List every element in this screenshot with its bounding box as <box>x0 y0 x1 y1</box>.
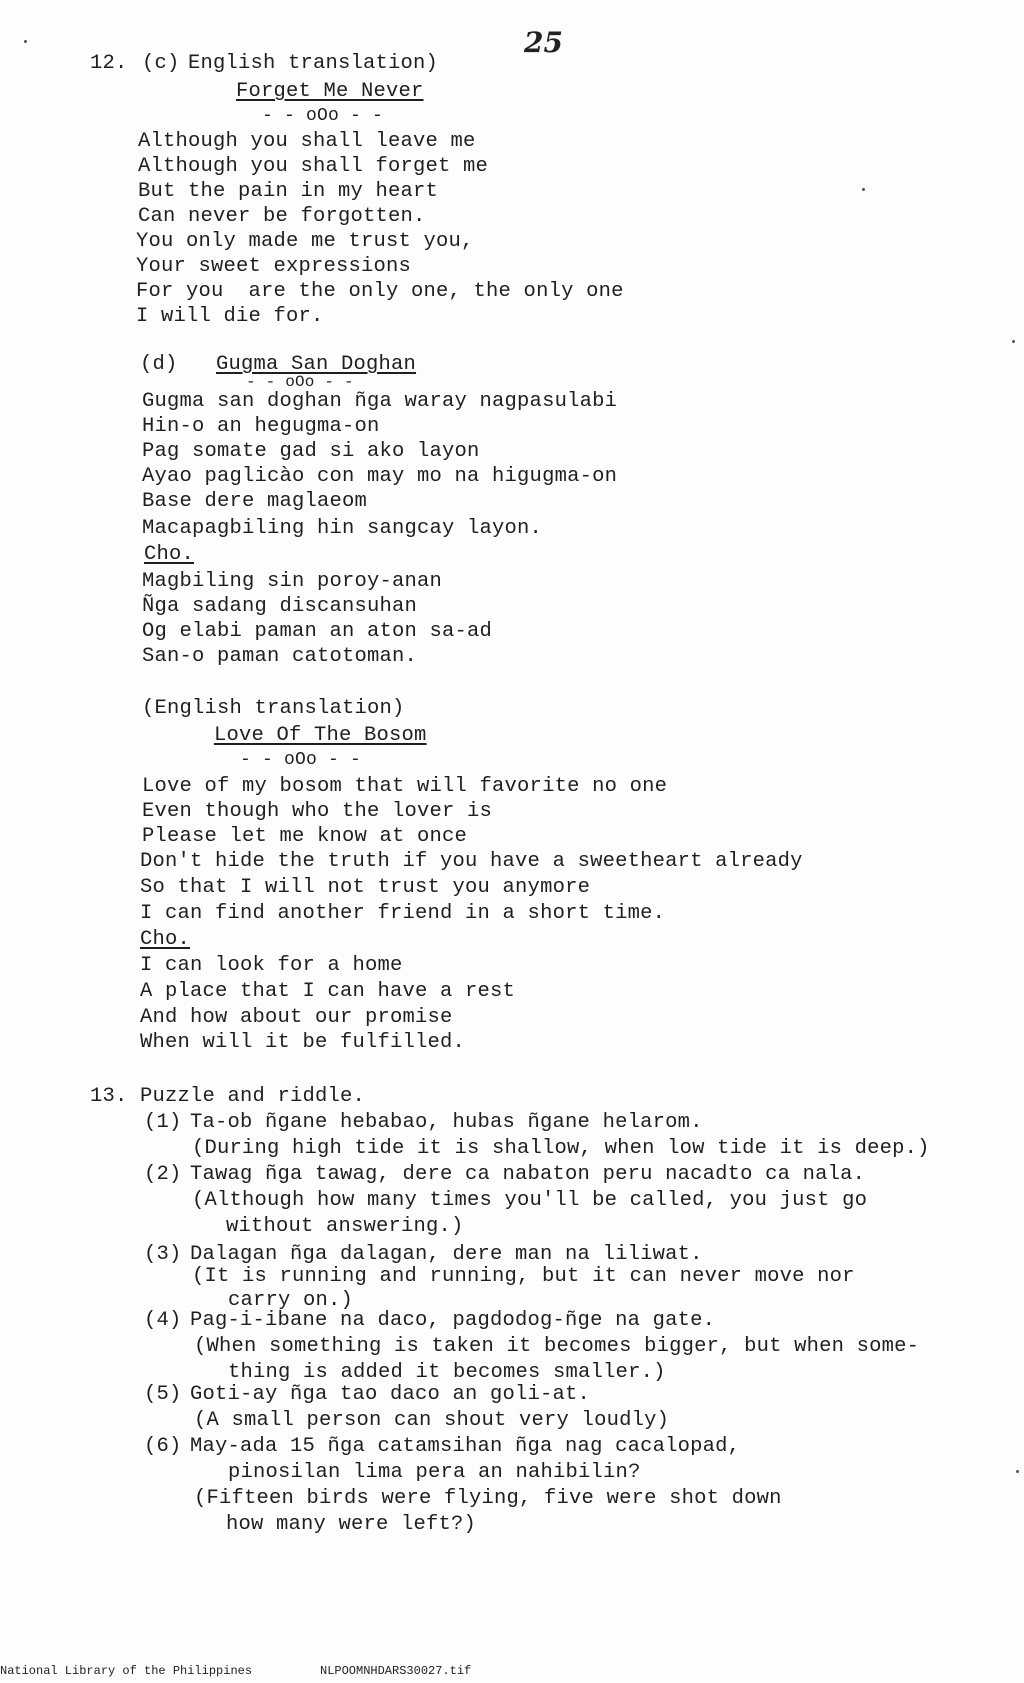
part-d-title: Gugma San Doghan <box>216 353 417 376</box>
riddle-line: without answering.) <box>226 1215 464 1238</box>
translation-d-heading: (English translation) <box>142 697 405 720</box>
riddle-line: May-ada 15 ñga catamsihan ñga nag cacalopad, <box>190 1435 741 1458</box>
translation-d-verse-line: Love of my bosom that will favorite no one <box>142 775 668 798</box>
page-number: 25 <box>524 26 563 59</box>
scan-speck <box>1012 340 1015 343</box>
riddle-line: Dalagan ñga dalagan, dere man na liliwat. <box>190 1243 703 1266</box>
riddle-number: (6) <box>144 1435 182 1458</box>
scan-speck <box>862 188 865 191</box>
translation-d-chorus-label: Cho. <box>140 928 191 951</box>
translation-d-chorus-line: A place that I can have a rest <box>140 980 516 1003</box>
riddle-line: carry on.) <box>228 1289 354 1312</box>
riddle-line: (When something is taken it becomes bigger, but when some- <box>194 1335 920 1358</box>
part-d-chorus-line: Magbiling sin poroy-anan <box>142 570 443 593</box>
scan-speck <box>1016 1470 1019 1473</box>
part-d-verse-line: Gugma san doghan ñga waray nagpasulabi <box>142 390 618 413</box>
part-d-label: (d) <box>140 353 178 376</box>
riddle-number: (2) <box>144 1163 182 1186</box>
part-c-ornament: - - oOo - - <box>262 106 384 126</box>
part-c-line: Can never be forgotten. <box>138 205 426 228</box>
item-12-number: 12. <box>90 52 128 75</box>
riddle-line: Goti-ay ñga tao daco an goli-at. <box>190 1383 591 1406</box>
part-c-line: For you are the only one, the only one <box>136 280 624 303</box>
part-d-verse-line: Base dere maglaeom <box>142 490 368 513</box>
part-d-chorus-line: Og elabi paman an aton sa-ad <box>142 620 493 643</box>
riddle-line: Pag-i-ibane na daco, pagdodog-ñge na gate. <box>190 1309 716 1332</box>
riddle-number: (4) <box>144 1309 182 1332</box>
riddle-line: (A small person can shout very loudly) <box>194 1409 670 1432</box>
translation-d-verse-line: So that I will not trust you anymore <box>140 876 591 899</box>
scan-speck <box>24 40 27 43</box>
translation-d-chorus-line: And how about our promise <box>140 1006 453 1029</box>
part-c-title: Forget Me Never <box>236 80 424 103</box>
riddle-number: (3) <box>144 1243 182 1266</box>
translation-d-verse-line: Don't hide the truth if you have a sweetheart already <box>140 850 803 873</box>
part-c-line: Although you shall leave me <box>138 130 476 153</box>
riddle-line: how many were left?) <box>226 1513 477 1536</box>
item-13-heading: Puzzle and riddle. <box>140 1085 366 1108</box>
part-d-verse-line: Pag somate gad si ako layon <box>142 440 480 463</box>
part-d-chorus-line: Ñga sadang discansuhan <box>142 595 418 618</box>
part-d-verse-line: Hin-o an hegugma-on <box>142 415 380 438</box>
part-c-line: Although you shall forget me <box>138 155 489 178</box>
translation-d-verse-line: Even though who the lover is <box>142 800 493 823</box>
riddle-line: Ta-ob ñgane hebabao, hubas ñgane helarom. <box>190 1111 703 1134</box>
part-d-ornament: - - oOo - - <box>246 373 354 391</box>
riddle-line: pinosilan lima pera an nahibilin? <box>228 1461 641 1484</box>
footer-library: National Library of the Philippines <box>0 1664 253 1678</box>
translation-d-chorus-line: I can look for a home <box>140 954 403 977</box>
riddle-line: (Although how many times you'll be called, you just go <box>192 1189 868 1212</box>
riddle-line: (Fifteen birds were flying, five were shot down <box>194 1487 782 1510</box>
part-c-label: (c) <box>142 52 180 75</box>
translation-d-verse-line: Please let me know at once <box>142 825 468 848</box>
translation-d-title: Love Of The Bosom <box>214 724 427 747</box>
part-c-line: I will die for. <box>136 305 324 328</box>
riddle-number: (5) <box>144 1383 182 1406</box>
footer-filename: NLPOOMNHDARS30027.tif <box>320 1664 472 1678</box>
item-13-number: 13. <box>90 1085 128 1108</box>
part-d-chorus-line: San-o paman catotoman. <box>142 645 418 668</box>
part-c-line: Your sweet expressions <box>136 255 412 278</box>
riddle-line: Tawag ñga tawag, dere ca nabaton peru nacadto ca nala. <box>190 1163 866 1186</box>
part-d-chorus-label: Cho. <box>144 543 195 566</box>
part-c-line: You only made me trust you, <box>136 230 474 253</box>
riddle-number: (1) <box>144 1111 182 1134</box>
part-c-heading: English translation) <box>188 52 439 75</box>
part-d-verse-line: Ayao paglicào con may mo na higugma-on <box>142 465 618 488</box>
riddle-line: (During high tide it is shallow, when low tide it is deep.) <box>192 1137 930 1160</box>
translation-d-verse-line: I can find another friend in a short time. <box>140 902 666 925</box>
riddle-line: thing is added it becomes smaller.) <box>228 1361 666 1384</box>
part-d-verse-line: Macapagbiling hin sangcay layon. <box>142 517 543 540</box>
riddle-line: (It is running and running, but it can never move nor <box>192 1265 855 1288</box>
translation-d-chorus-line: When will it be fulfilled. <box>140 1031 466 1054</box>
part-c-line: But the pain in my heart <box>138 180 439 203</box>
translation-d-ornament: - - oOo - - <box>240 750 362 770</box>
